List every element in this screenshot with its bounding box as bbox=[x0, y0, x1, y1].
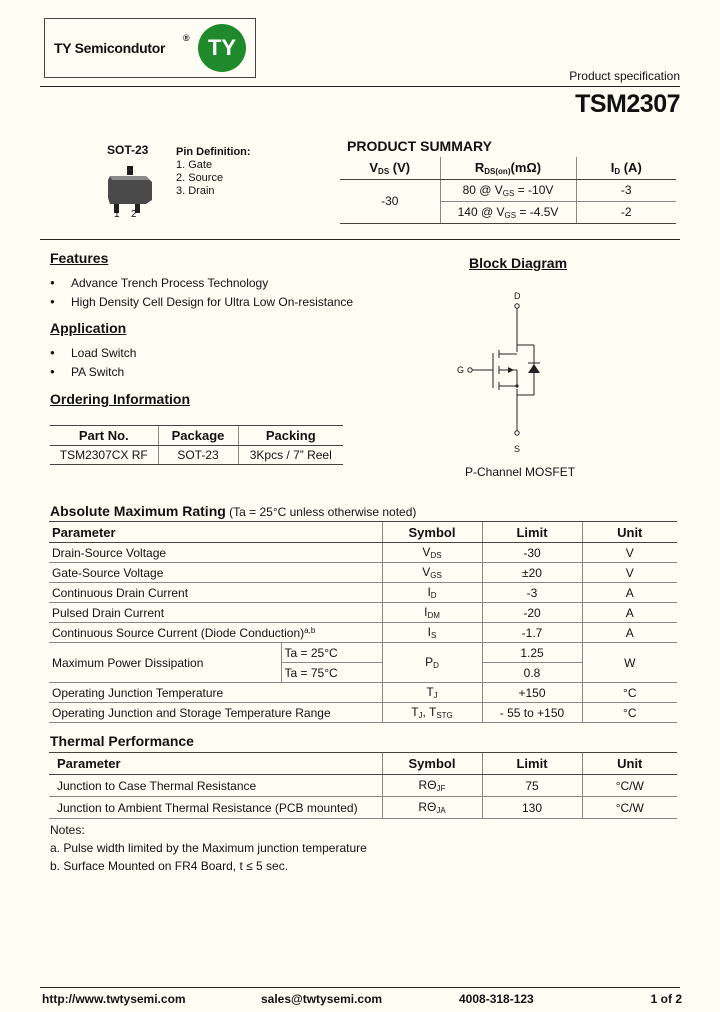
thermal-title: Thermal Performance bbox=[50, 733, 194, 749]
table-row: Gate-Source Voltage $V_{GS}$ ±20 V bbox=[49, 563, 677, 583]
amr-title-line bbox=[50, 503, 416, 519]
thermal-header: Parameter bbox=[49, 753, 382, 775]
registered-mark: ® bbox=[183, 33, 190, 43]
application-list bbox=[50, 346, 136, 384]
table-row: TSM2307CX RF SOT-23 3Kpcs / 7” Reel bbox=[50, 446, 343, 465]
pin-definition-title: Pin Definition: bbox=[176, 146, 251, 158]
summary-title: PRODUCT SUMMARY bbox=[347, 138, 492, 154]
rds-value: 80 @ $V_{GS} = -10V$ bbox=[440, 179, 576, 201]
pin-definition-list: 1. Gate 2. Source 3. Drain bbox=[176, 159, 224, 197]
rds-header: $R_{DS(on)}(m\Omega)$ bbox=[440, 157, 576, 179]
table-row: Junction to Ambient Thermal Resistance (PCB mounted) $R\Theta_{JA}$ 130 °C/W bbox=[49, 797, 677, 819]
amr-condition: (Ta = 25°C unless otherwise noted) bbox=[229, 505, 417, 519]
table-row: Operating Junction and Storage Temperature Range $T_J$, $T_{STG}$ - 55 to +150 °C bbox=[49, 703, 677, 723]
thermal-header: Symbol bbox=[382, 753, 482, 775]
list-item: ● Load Switch bbox=[50, 346, 136, 365]
amr-title: Absolute Maximum Rating bbox=[50, 503, 226, 519]
amr-header: Symbol bbox=[382, 522, 482, 543]
footer-email[interactable]: sales@twtysemi.com bbox=[261, 992, 383, 1006]
vds-header: $V_{DS}$ (V) bbox=[340, 157, 440, 179]
amr-header: Limit bbox=[482, 522, 582, 543]
ordering-header: Part No. bbox=[50, 426, 158, 446]
id-value: -2 bbox=[576, 201, 676, 223]
product-summary-table bbox=[340, 157, 676, 224]
note-item: b. Surface Mounted on FR4 Board, t ≤ 5 sec. bbox=[50, 859, 289, 873]
table-row: Continuous Source Current (Diode Conduction)$^{a,b}$ $I_S$ -1.7 A bbox=[49, 623, 677, 643]
list-item: ● High Density Cell Design for Ultra Low On-resistance bbox=[50, 295, 353, 314]
list-item: ● PA Switch bbox=[50, 365, 136, 384]
table-row: Drain-Source Voltage $V_{DS}$ -30 V bbox=[49, 543, 677, 563]
pin1-label: 1 bbox=[114, 209, 120, 220]
notes bbox=[50, 821, 367, 875]
features-list bbox=[50, 276, 353, 314]
page-number: 1 of 2 bbox=[650, 992, 682, 1006]
package-body bbox=[108, 176, 152, 204]
pin2-label: 2 bbox=[131, 209, 137, 220]
ordering-title: Ordering Information bbox=[50, 391, 190, 407]
ordering-header: Packing bbox=[238, 426, 343, 446]
table-row: Ta = 75°C 0.8 bbox=[49, 663, 677, 683]
mosfet-symbol bbox=[458, 295, 558, 445]
company-logo: TY bbox=[198, 24, 246, 72]
table-row: Pulsed Drain Current $I_{DM}$ -20 A bbox=[49, 603, 677, 623]
notes-title: Notes: bbox=[50, 823, 85, 837]
id-header: $I_D$ (A) bbox=[576, 157, 676, 179]
vds-value: -30 bbox=[340, 179, 440, 223]
amr-header: Unit bbox=[582, 522, 677, 543]
package-name: SOT-23 bbox=[107, 143, 149, 157]
features-title: Features bbox=[50, 250, 109, 266]
id-value: -3 bbox=[576, 179, 676, 201]
source-label: S bbox=[514, 444, 521, 454]
part-number-title: TSM2307 bbox=[575, 90, 680, 118]
thermal-header: Unit bbox=[582, 753, 677, 775]
rds-value: 140 @ $V_{GS} = -4.5V$ bbox=[440, 201, 576, 223]
doc-type: Product specification bbox=[569, 69, 680, 83]
note-item: a. Pulse width limited by the Maximum junction temperature bbox=[50, 841, 367, 855]
ordering-header: Package bbox=[158, 426, 238, 446]
absolute-max-rating-table bbox=[49, 521, 677, 723]
block-diagram-caption: P-Channel MOSFET bbox=[465, 465, 576, 479]
thermal-header: Limit bbox=[482, 753, 582, 775]
thermal-table bbox=[49, 752, 677, 819]
company-name: TY Semicondutor bbox=[54, 40, 166, 56]
footer-rule bbox=[40, 987, 680, 988]
table-row: Junction to Case Thermal Resistance $R\Theta_{JF}$ 75 °C/W bbox=[49, 775, 677, 797]
header-rule bbox=[40, 86, 680, 87]
list-item: ● Advance Trench Process Technology bbox=[50, 276, 353, 295]
drain-label: D bbox=[514, 291, 521, 301]
gate-label: G bbox=[457, 365, 465, 375]
table-row: Continuous Drain Current $I_D$ -3 A bbox=[49, 583, 677, 603]
ordering-table bbox=[50, 425, 343, 465]
application-title: Application bbox=[50, 320, 127, 336]
table-row: Operating Junction Temperature $T_J$ +150 °C bbox=[49, 683, 677, 703]
pin3-label: 3 bbox=[128, 165, 134, 176]
footer-url[interactable]: http://www.twtysemi.com bbox=[42, 992, 186, 1006]
block-diagram-title: Block Diagram bbox=[469, 255, 568, 271]
section-rule bbox=[40, 239, 680, 240]
footer-phone: 4008-318-123 bbox=[459, 992, 534, 1006]
amr-header: Parameter bbox=[49, 522, 382, 543]
table-row: Maximum Power Dissipation Ta = 25°C $P_D$ 1.25 W bbox=[49, 643, 677, 663]
